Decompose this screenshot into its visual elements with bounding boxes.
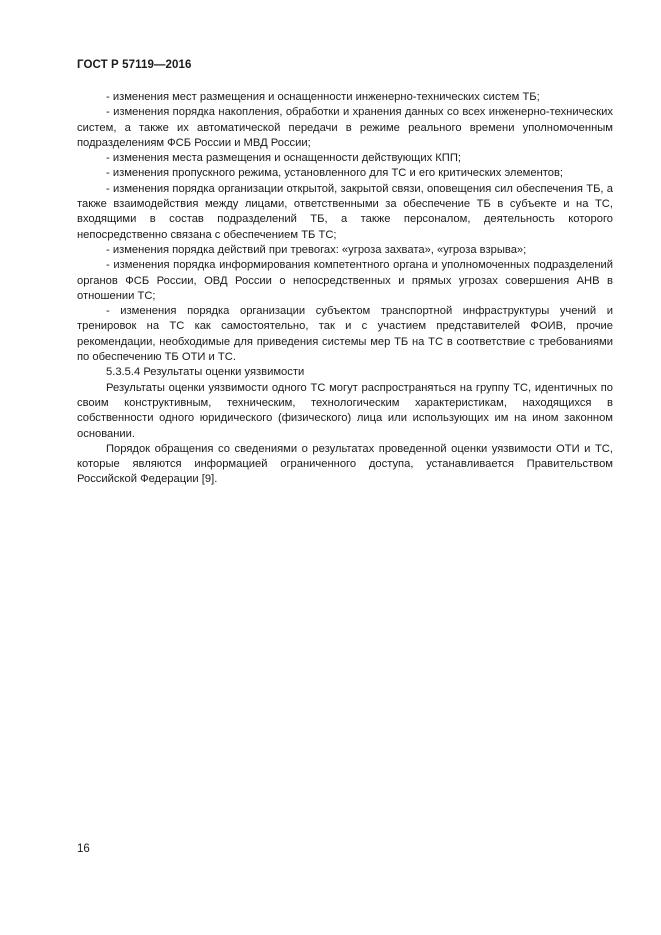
paragraph: - изменения мест размещения и оснащенности инженерно-технических систем ТБ;	[106, 91, 540, 103]
document-body	[77, 90, 613, 488]
paragraph: - изменения порядка действий при тревогах: «угроза захвата», «угроза взрыва»;	[106, 243, 527, 256]
paragraph: - изменения порядка организации открытой, закрытой связи, оповещения сил обеспечения ТБ, а также взаимодействия между лицами, ответственными за обеспечение ТБ в субъекте и на ТС, входящими в состав подразделений ТБ, а также персоналом, деятельность которого непосредственно связана с обеспечением ТБ ТС;	[77, 182, 613, 241]
document-header: ГОСТ Р 57119—2016	[77, 59, 192, 71]
page-number: 16	[77, 843, 90, 855]
paragraph: - изменения пропускного режима, установленного для ТС и его критических элементов;	[106, 167, 564, 180]
section-heading: 5.3.5.4 Результаты оценки уязвимости	[106, 366, 305, 379]
paragraph: - изменения места размещения и оснащенности действующих КПП;	[106, 152, 462, 165]
paragraph: - изменения порядка информирования компетентного органа и уполномоченных подразделений органов ФСБ России, ОВД России о непосредственных и прямых угрозах совершения АНВ в отношении ТС;	[77, 259, 613, 302]
paragraph: - изменения порядка организации субъектом транспортной инфраструктуры учений и тренировок на ТС как самостоятельно, так и с участием представителей ФОИВ, прочие рекомендации, необходимые для приведения системы мер ТБ на ТС в соответствие с требованиями по обеспечению ТБ ОТИ и ТС.	[77, 305, 613, 364]
paragraph: Порядок обращения со сведениями о результатах проведенной оценки уязвимости ОТИ и ТС, которые являются информацией ограниченного доступа, устанавливается Правительством Российской Федерации [9].	[77, 442, 613, 486]
paragraph: - изменения порядка накопления, обработки и хранения данных со всех инженерно-технических систем, а также их автоматической передачи в режиме реального времени уполномоченным подразделениям ФСБ России и МВД России;	[77, 106, 613, 149]
paragraph: Результаты оценки уязвимости одного ТС могут распространяться на группу ТС, идентичных по своим конструктивным, техническим, технологическим характеристикам, находящихся в собственности одного юридического (физического) лица или использующих им на ином законном основании.	[77, 381, 613, 440]
